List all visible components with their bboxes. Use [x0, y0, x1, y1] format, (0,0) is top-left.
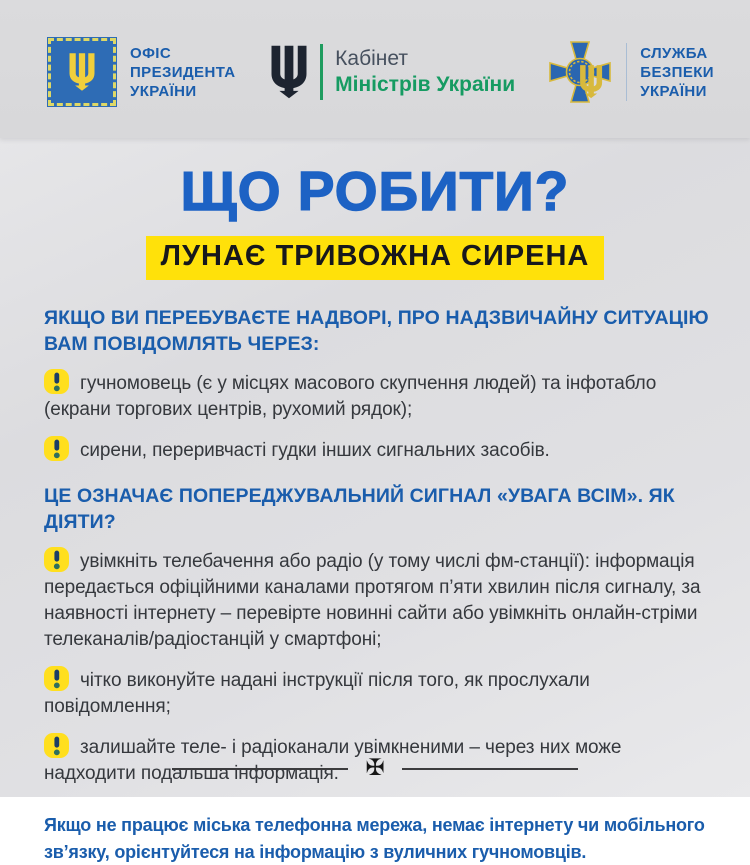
subtitle-highlight: ЛУНАЄ ТРИВОЖНА СИРЕНА [146, 236, 605, 280]
bullet-text: увімкніть телебачення або радіо (у тому числі фм-станції): інформація передається офіційними каналами протягом п’яти хвилин після сигналу, за наявності інтернету – перевірте новинні сайти або увімкніть онлайн-стріми телеканалів/радіостанцій у смартфоні; [44, 551, 701, 650]
logo-text-line: Міністрів України [335, 73, 516, 96]
logo-text-line: Кабінет [335, 47, 408, 70]
logo-text-line: УКРАЇНИ [640, 82, 707, 100]
bullet-text: залишайте теле- і радіоканали увімкненими – через них може надходити подальша інформація. [44, 737, 622, 784]
exclamation-icon [44, 436, 69, 461]
bullet-list-actions [44, 547, 710, 787]
cabinet-of-ministers-label [335, 46, 515, 98]
logo-text-line: УКРАЇНИ [130, 82, 197, 100]
logo-cabinet-of-ministers [268, 44, 515, 100]
bullet-text: чітко виконуйте надані інструкції після того, як прослухали повідомлення; [44, 670, 590, 717]
footer-divider [0, 757, 750, 780]
subtitle-wrap [0, 236, 750, 280]
divider-line [402, 768, 578, 770]
bullet-list-notification-means [44, 369, 710, 464]
section-heading-outdoors: ЯКЩО ВИ ПЕРЕБУВАЄТЕ НАДВОРІ, ПРО НАДЗВИЧАЙНУ СИТУАЦІЮ ВАМ ПОВІДОМЛЯТЬ ЧЕРЕЗ: [44, 307, 709, 355]
cross-pattee-icon: ✠ [365, 755, 385, 781]
page-title: ЩО РОБИТИ? [180, 160, 570, 222]
office-of-president-label [130, 44, 236, 101]
exclamation-icon [44, 666, 69, 691]
logo-text-line: БЕЗПЕКИ [640, 63, 714, 81]
green-divider [320, 44, 323, 100]
bullet-item [44, 666, 710, 720]
bullet-item [44, 369, 710, 423]
bullet-item [44, 547, 710, 653]
logo-security-service [548, 40, 714, 104]
bullet-text: гучномовець (є у місцях масового скупчення людей) та інфотабло (екрани торгових центрів, рухомий рядок); [44, 373, 657, 420]
logo-office-of-president [48, 38, 236, 106]
bullet-text: сирени, переривчасті гудки інших сигнальних засобів. [80, 440, 550, 461]
logo-text-line: ОФІС [130, 44, 172, 62]
exclamation-icon [44, 733, 69, 758]
logo-text-line: СЛУЖБА [640, 44, 708, 62]
vertical-divider [626, 43, 628, 101]
bullet-item [44, 436, 710, 464]
exclamation-icon [44, 547, 69, 572]
trident-icon [268, 44, 310, 100]
header-logos-band [0, 0, 750, 138]
security-service-label [640, 44, 714, 101]
section-heading-signal-meaning: ЦЕ ОЗНАЧАЄ ПОПЕРЕДЖУВАЛЬНИЙ СИГНАЛ «УВАГА ВСІМ». ЯК ДІЯТИ? [44, 485, 675, 533]
presidential-emblem-icon [48, 38, 116, 106]
sbu-emblem-icon [548, 40, 612, 104]
logo-text-line: ПРЕЗИДЕНТА [130, 63, 236, 81]
divider-line [172, 768, 348, 770]
fallback-note: Якщо не працює міська телефонна мережа, немає інтернету чи мобільного зв’язку, орієнтуйтеся на інформацію з вуличних гучномовців. [44, 815, 705, 862]
exclamation-icon [44, 369, 69, 394]
